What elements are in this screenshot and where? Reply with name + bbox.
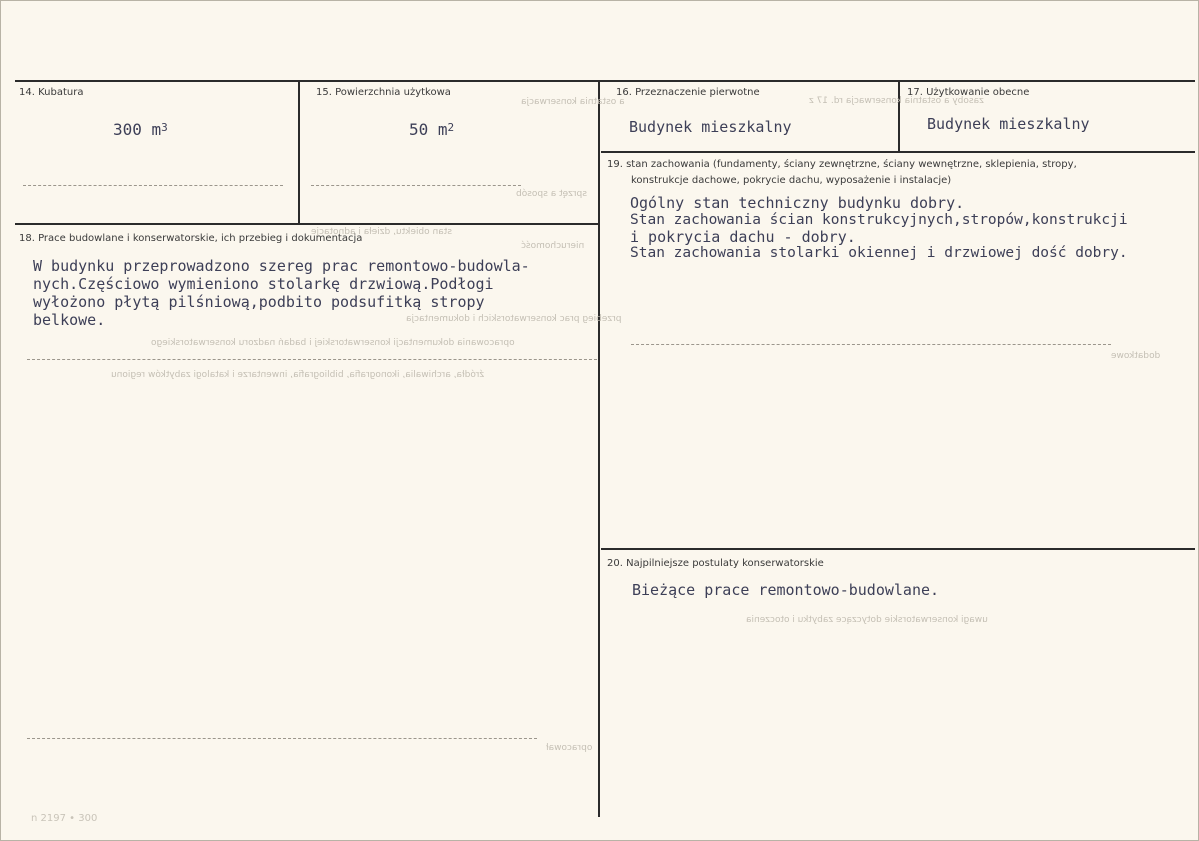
bleed-through-text: stan obiektu, dzieła i adnotacje (311, 227, 452, 237)
field-18-line: W budynku przeprowadzono szereg prac remontowo-budowla- (33, 257, 530, 275)
rule-14-15-bottom (15, 223, 599, 225)
field-19-line: i pokrycia dachu - dobry. (630, 228, 856, 246)
bleed-through-text: nieruchomość (521, 241, 585, 251)
bleed-through-text: opracował (546, 743, 593, 753)
bleed-through-text: opracowania dokumentacji konserwatorskiej i badań nadzoru konserwatorskiego (151, 338, 515, 348)
field-19-line: Stan zachowania stolarki okiennej i drzwiowej dość dobry. (630, 245, 1128, 261)
field-20-value: Bieżące prace remontowo-budowlane. (632, 581, 940, 599)
top-rule (15, 80, 1195, 82)
kubatura-value: 300 m (113, 120, 162, 139)
divider-14-15 (298, 81, 300, 223)
print-code: n 2197 • 300 (31, 813, 98, 824)
bleed-through-text: dodatkowe (1111, 351, 1161, 361)
field-20-label: 20. Najpilniejsze postulaty konserwatorskie (607, 558, 824, 569)
field-18-line: belkowe. (33, 311, 106, 329)
field-16-value: Budynek mieszkalny (629, 118, 792, 136)
field-14-value (113, 121, 168, 141)
center-divider (598, 81, 600, 817)
area-exponent: 2 (447, 121, 455, 134)
bleed-through-text: uwagi konserwatorskie dotyczące zabytku i otoczenia (746, 615, 988, 625)
guide-line (27, 359, 597, 360)
guide-line (311, 185, 521, 186)
kubatura-exponent: 3 (161, 121, 168, 134)
field-19-label-cont: konstrukcje dachowe, pokrycie dachu, wyposażenie i instalacje) (631, 175, 952, 186)
bleed-through-text: źródła, archiwalia, ikonografia, bibliografia, inwentarze i katalogi zabytków regionu (111, 370, 485, 380)
bleed-through-text: sprzęt a sposób (516, 189, 587, 199)
bleed-through-text: a ostatnia konserwacja (521, 97, 625, 107)
field-19-line: Ogólny stan techniczny budynku dobry. (630, 194, 965, 212)
field-15-value (409, 121, 454, 141)
bleed-through-text: przebieg prac konserwatorskich i dokumentacja (406, 314, 622, 324)
field-17-label: 17. Użytkowanie obecne (907, 87, 1030, 98)
guide-line (27, 738, 537, 739)
field-19-label: 19. stan zachowania (fundamenty, ściany zewnętrzne, ściany wewnętrzne, sklepienia, stropy, (607, 159, 1077, 170)
field-19-line: Stan zachowania ścian konstrukcyjnych,stropów,konstrukcji (630, 212, 1128, 228)
field-18-line: nych.Częściowo wymieniono stolarkę drzwiową.Podłogi (33, 275, 494, 293)
field-15-label: 15. Powierzchnia użytkowa (316, 87, 451, 98)
guide-line (23, 185, 283, 186)
field-18-line: wyłożono płytą pilśniową,podbito podsufitką stropy (33, 293, 485, 311)
field-18-label: 18. Prace budowlane i konserwatorskie, ich przebieg i dokumentacja (19, 233, 363, 244)
bleed-through-text: zasoby a ostatnia konserwacja rd. 17 z (809, 96, 984, 106)
field-14-label: 14. Kubatura (19, 87, 84, 98)
rule-19-bottom (601, 548, 1195, 550)
field-16-label: 16. Przeznaczenie pierwotne (616, 87, 760, 98)
divider-16-17 (898, 81, 900, 151)
area-value: 50 m (409, 120, 448, 139)
field-17-value: Budynek mieszkalny (927, 115, 1090, 133)
rule-16-17-bottom (601, 151, 1195, 153)
guide-line (631, 344, 1111, 345)
